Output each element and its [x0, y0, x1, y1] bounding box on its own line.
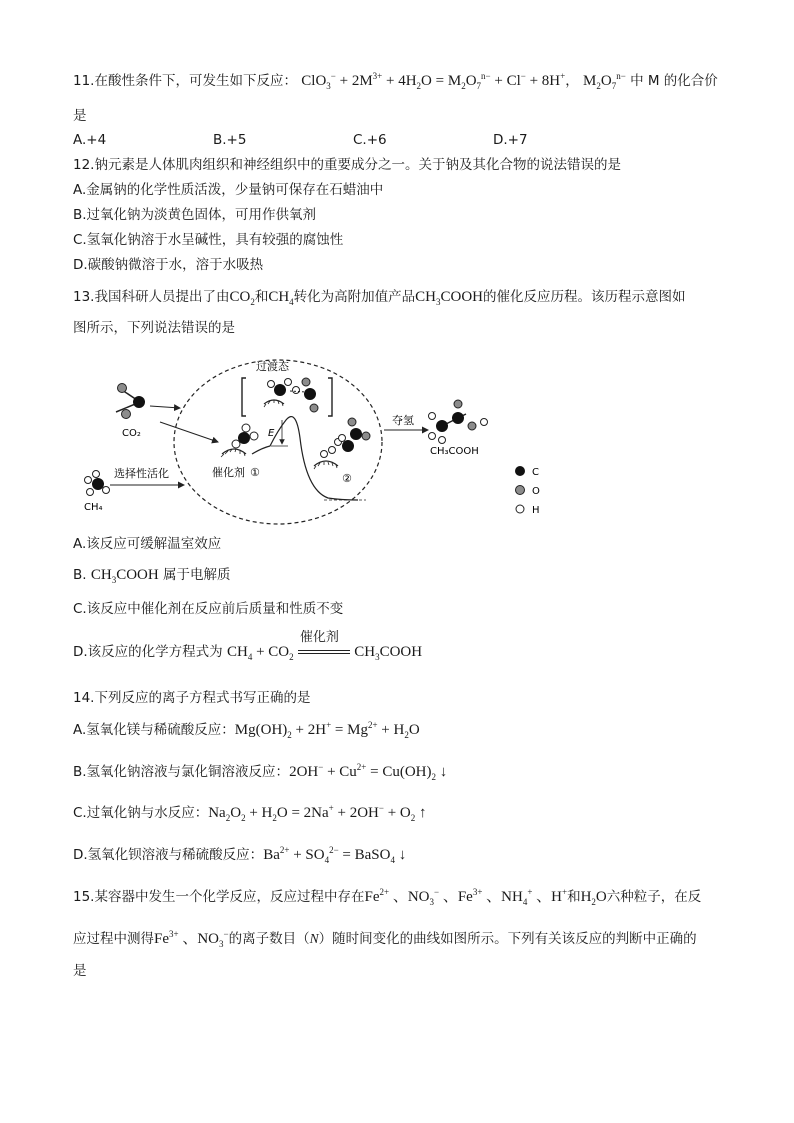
q13-option-b-pre: B.	[73, 567, 91, 583]
q12-option-d[interactable]: D.碳酸钠微溶于水，溶于水吸热	[73, 257, 264, 273]
q14-option-c-eq: $Na_2O_2 + H_2O = 2Na^+ + 2OH^- + O_2$ ↑	[208, 803, 427, 823]
co2-label: CO₂	[122, 428, 141, 439]
q15-line2-n: N	[309, 931, 319, 946]
q12-option-c[interactable]: C.氢氧化钠溶于水呈碱性，具有较强的腐蚀性	[73, 232, 344, 248]
q11-stem-mid: ，	[565, 73, 579, 89]
q15-stem-a: 15.某容器中发生一个化学反应，反应过程中存在	[73, 889, 365, 905]
q13-option-d-catalyst: 催化剂	[299, 630, 339, 645]
ch4-label: CH₄	[84, 502, 103, 513]
q13-option-d[interactable]	[73, 630, 423, 662]
q13-option-a[interactable]: A.该反应可缓解温室效应	[73, 536, 222, 552]
q13-option-d-arrow	[298, 630, 350, 661]
q11-stem-line2: 是	[73, 108, 87, 124]
q12-option-a[interactable]: A.金属钠的化学性质活泼，少量钠可保存在石蜡油中	[73, 182, 384, 198]
q13-stem-and: 和	[254, 289, 269, 305]
legend-h: H	[532, 505, 540, 516]
legend-c: C	[532, 467, 539, 478]
q11-stem-post: 中 M 的化合价	[630, 73, 718, 89]
q15-line2-c: ）随时间变化的曲线如图所示。下列有关该反应的判断中正确的	[318, 931, 697, 947]
q13-stem	[73, 288, 686, 306]
q12-option-b[interactable]: B.过氧化钠为淡黄色固体，可用作供氧剂	[73, 207, 317, 223]
q11-ion: $M_2O_7^{n-}$	[583, 71, 626, 91]
q13-co2: $CO_2$	[229, 289, 255, 307]
q11-option-c[interactable]: C.+6	[353, 132, 387, 148]
q13-option-b[interactable]	[73, 566, 231, 584]
q15-water: $H_2O$	[580, 889, 607, 907]
q14-option-a[interactable]	[73, 721, 420, 739]
q11-stem	[73, 72, 718, 90]
q15-stem-b: 六种粒子，在反	[606, 889, 702, 905]
legend-o: O	[532, 486, 540, 497]
q14-option-c-text: C.过氧化钠与水反应：	[73, 805, 209, 821]
q13-option-d-pre: D.该反应的化学方程式为	[73, 644, 223, 660]
q11-option-b[interactable]: B.+5	[213, 132, 247, 148]
q13-stem-b: 转化为高附加值产品	[293, 289, 416, 305]
mark-1: ①	[250, 466, 260, 479]
q14-option-d-eq: $Ba^{2+} + SO_4^{2-}$ = BaSO$_4$ ↓	[263, 845, 407, 865]
q14-option-d[interactable]	[73, 846, 406, 864]
q11-equation: $ClO_3^- + 2M^{3+} + 4H_2O = M_2O_7^{n-} + Cl^- + 8H^+$	[301, 71, 566, 91]
q13-stem-c: 的催化反应历程。该历程示意图如	[483, 289, 686, 305]
q13-ch3cooh: $CH_3COOH$	[415, 289, 484, 307]
selective-activation-label: 选择性活化	[114, 467, 169, 480]
q12-stem: 12.钠元素是人体肌肉组织和神经组织中的重要成分之一。关于钠及其化合物的说法错误的是	[73, 157, 621, 173]
q13-stem-a: 13.我国科研人员提出了由	[73, 289, 230, 305]
q14-option-b-eq: $2OH^- + Cu^{2+} = Cu(OH)_2$ ↓	[289, 762, 448, 782]
q11-option-a[interactable]: A.+4	[73, 132, 107, 148]
q15-line2	[73, 930, 697, 948]
q14-option-c[interactable]	[73, 804, 426, 822]
q14-option-b[interactable]	[73, 763, 447, 781]
mark-2: ②	[342, 472, 352, 485]
product-label: CH₃COOH	[430, 446, 479, 457]
q15-line2-ions: $Fe^{3+}$ 、$NO_3^-$	[154, 929, 229, 949]
q14-option-b-text: B.氢氧化钠溶液与氯化铜溶液反应：	[73, 764, 290, 780]
q15-stem-and: 和	[567, 889, 581, 905]
q15-stem	[73, 888, 701, 906]
q14-option-d-text: D.氢氧化钡溶液与稀硫酸反应：	[73, 847, 264, 863]
q13-option-d-reactants: $CH_4 + CO_2$	[226, 644, 294, 662]
q13-ch4: $CH_4$	[268, 289, 294, 307]
transition-state-label: 过渡态	[256, 360, 289, 373]
q15-line2-b: 的离子数目（	[228, 931, 310, 947]
q14-stem: 14.下列反应的离子方程式书写正确的是	[73, 690, 311, 706]
dehydrogenation-label: 夺氢	[392, 414, 414, 427]
q15-line3: 是	[73, 963, 87, 979]
q13-option-b-post: 属于电解质	[163, 567, 231, 583]
q13-option-c[interactable]: C.该反应中催化剂在反应前后质量和性质不变	[73, 601, 344, 617]
q13-option-d-product: $CH_3COOH$	[354, 644, 423, 662]
q13-stem-line2: 图所示，下列说法错误的是	[73, 320, 235, 336]
q13-option-b-formula: $CH_3COOH$	[90, 567, 159, 585]
q13-reaction-figure	[66, 350, 556, 526]
q11-option-d[interactable]: D.+7	[493, 132, 528, 148]
q15-species: $Fe^{2+}$ 、$NO_3^-$ 、$Fe^{3+}$ 、$NH_4^+$ 、H+	[364, 887, 568, 907]
q14-option-a-text: A.氢氧化镁与稀硫酸反应：	[73, 722, 235, 738]
catalyst-label: 催化剂	[212, 466, 245, 479]
q11-options	[73, 131, 633, 149]
q11-stem-pre: 11.在酸性条件下，可发生如下反应：	[73, 73, 297, 89]
q15-line2-a: 应过程中测得	[73, 931, 154, 947]
energy-symbol: E	[268, 428, 275, 439]
q14-option-a-eq: $Mg(OH)_2 + 2H^+ = Mg^{2+} + H_2O$	[234, 720, 420, 740]
